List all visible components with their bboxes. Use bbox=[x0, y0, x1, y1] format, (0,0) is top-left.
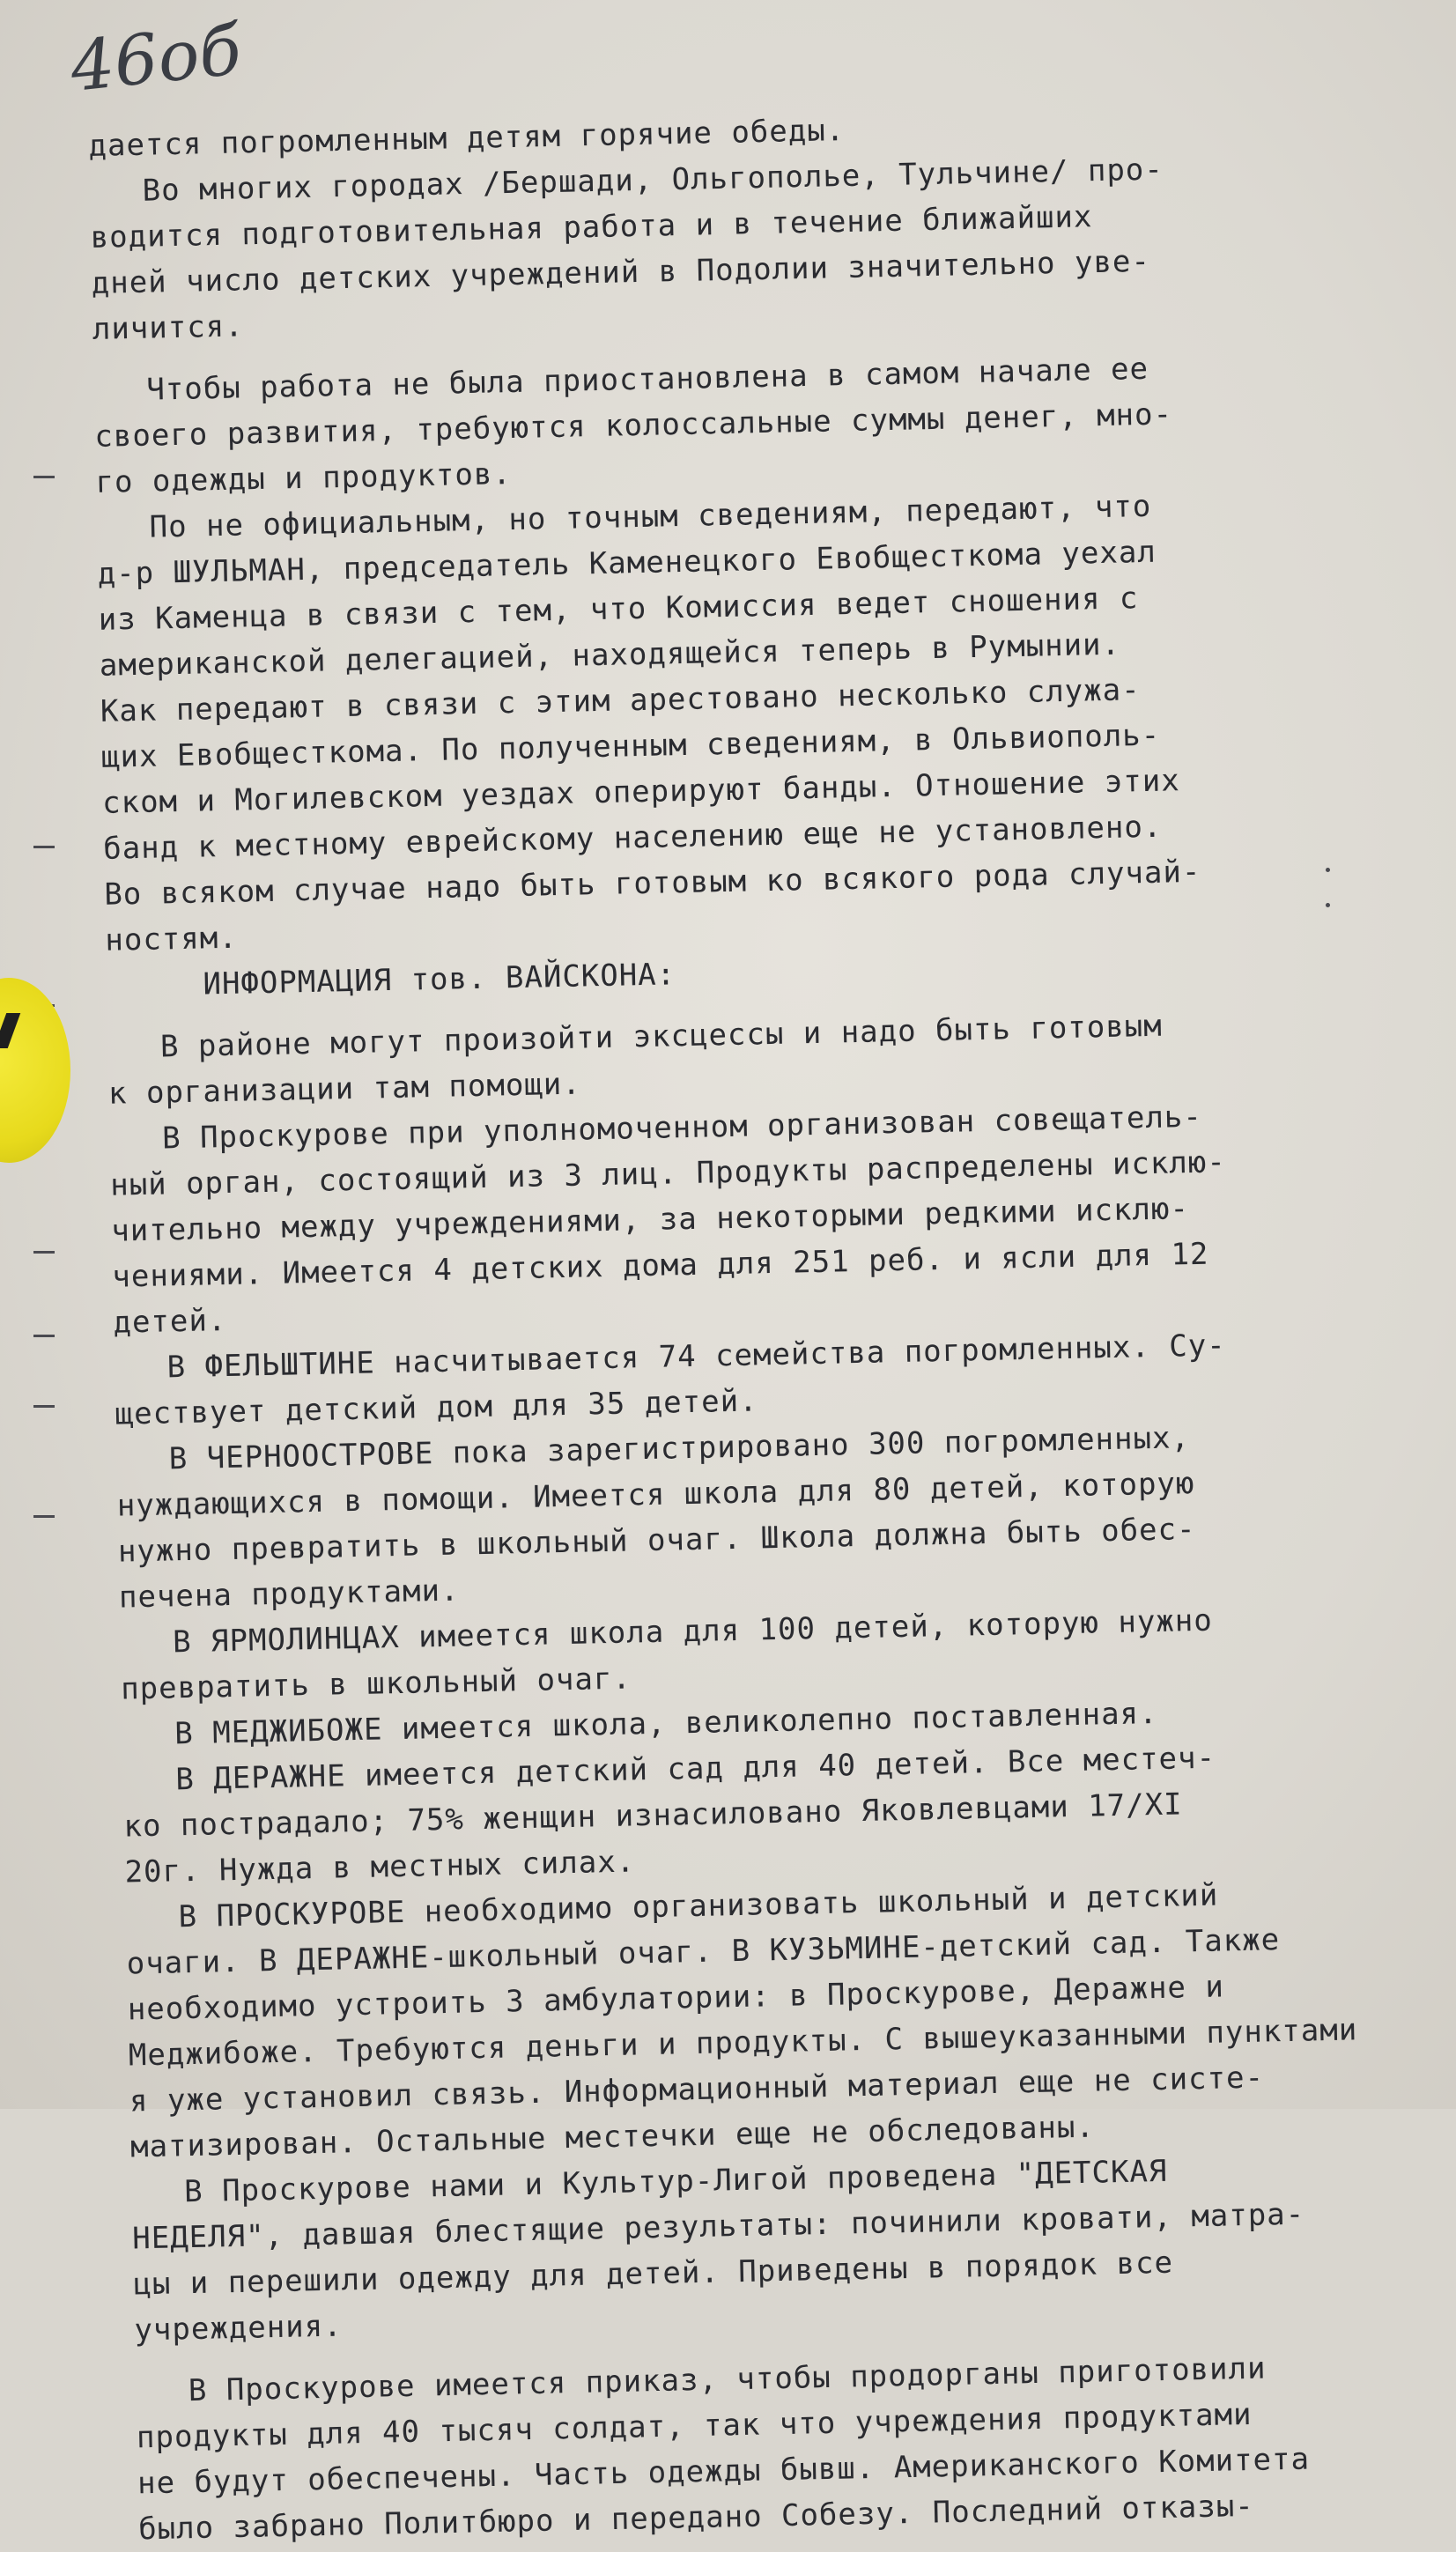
text-line: учреждения. bbox=[134, 2308, 344, 2349]
text-line: я уже установил связь. Информационный материал еще не систе- bbox=[129, 2060, 1265, 2119]
text-line: ностям. bbox=[105, 920, 239, 958]
text-line: В ФЕЛЬШТИНЕ насчитывается 74 семейства погромленных. Су- bbox=[166, 1328, 1227, 1386]
text-line: своего развития, требуются колоссальные суммы денег, мно- bbox=[94, 396, 1173, 455]
text-line: По не официальным, но точным сведениям, передают, что bbox=[149, 488, 1152, 545]
text-line: необходимо устроить 3 амбулатории: в Проскурове, Деражне и bbox=[127, 1969, 1225, 2028]
text-line: Как передают в связи с этим арестовано несколько служа- bbox=[100, 672, 1141, 729]
text-line: Меджибоже. Требуются деньги и продукты. С вышеуказанными пунктами bbox=[128, 2012, 1358, 2074]
text-line: американской делегацией, находящейся теперь в Румынии. bbox=[99, 626, 1121, 684]
text-line: Во многих городах /Бершади, Ольгополье, Тульчине/ про- bbox=[142, 152, 1164, 209]
typewritten-text bbox=[88, 98, 1371, 2552]
text-line: НЕДЕЛЯ", давшая блестящие результаты: починили кровати, матра- bbox=[131, 2196, 1305, 2257]
text-line: нужно превратить в школьный очаг. Школа должна быть обес- bbox=[117, 1512, 1196, 1570]
margin-dash bbox=[33, 1335, 55, 1337]
text-line: было забрано Политбюро и передано Собезу. Последний отказы- bbox=[137, 2488, 1255, 2548]
text-line: щих Евобщесткома. По полученным сведениям, в Ольвиополь- bbox=[100, 717, 1161, 775]
text-line: дается погромленным детям горячие обеды. bbox=[88, 113, 846, 164]
margin-dot bbox=[1326, 903, 1330, 907]
margin-dash bbox=[33, 1515, 55, 1518]
text-line: водится подготовительная работа и в течение ближайших bbox=[90, 199, 1093, 255]
text-line: цы и перешили одежду для детей. Приведены в порядок все bbox=[132, 2245, 1174, 2303]
text-line: ко пострадало; 75% женщин изнасиловано Яковлевцами 17/XI bbox=[123, 1786, 1183, 1845]
yellow-sticker bbox=[0, 978, 70, 1163]
text-line: печена продуктами. bbox=[118, 1572, 460, 1616]
text-line: из Каменца в связи с тем, что Комиссия ведет сношения с bbox=[98, 581, 1139, 638]
text-line: превратить в школьный очаг. bbox=[120, 1661, 632, 1707]
text-line: В районе могут произойти эксцессы и надо быть готовым bbox=[159, 1008, 1164, 1065]
folio-number: 46об bbox=[66, 11, 246, 107]
text-line: В Проскурове имеется приказ, чтобы продорганы приготовили bbox=[188, 2350, 1267, 2409]
text-line: ИНФОРМАЦИЯ тов. ВАЙСКОНА: bbox=[203, 957, 676, 1002]
margin-dash bbox=[33, 476, 55, 478]
text-line: чениями. Имеется 4 детских дома для 251 реб. и ясли для 12 bbox=[112, 1236, 1209, 1295]
text-line: 20г. Нужда в местных силах. bbox=[124, 1844, 636, 1890]
text-line: д-р ШУЛЬМАН, председатель Каменецкого Евобщесткома уехал bbox=[97, 534, 1157, 592]
text-line: ществует детский дом для 35 детей. bbox=[115, 1383, 758, 1432]
text-line: Во всяком случае надо быть готовым ко всякого рода случай- bbox=[103, 854, 1201, 913]
text-line: продукты для 40 тысяч солдат, так что учреждения продуктами bbox=[136, 2396, 1253, 2456]
text-line: В Проскурове нами и Культур-Лигой проведена "ДЕТСКАЯ bbox=[183, 2153, 1168, 2210]
text-line: В Проскурове при уполномоченном организован совещатель- bbox=[161, 1098, 1203, 1157]
text-line: дней число детских учреждений в Подолии значительно уве- bbox=[91, 243, 1151, 301]
text-line: В ЧЕРНООСТРОВЕ пока зарегистрировано 300 погромленных, bbox=[168, 1420, 1191, 1477]
text-line: В ЯРМОЛИНЦАХ имеется школа для 100 детей, которую нужно bbox=[172, 1602, 1214, 1661]
text-line: ском и Могилевском уездах оперируют банды. Отношение этих bbox=[101, 763, 1181, 821]
text-line: нуждающихся в помощи. Имеется школа для 80 детей, которую bbox=[116, 1466, 1195, 1524]
text-line: банд к местному еврейскому населению еще не установлено. bbox=[102, 809, 1163, 867]
text-line: В ДЕРАЖНЕ имеется детский сад для 40 детей. Все местеч- bbox=[174, 1740, 1216, 1798]
text-line: не будут обеспечены. Часть одежды бывш. Американского Комитета bbox=[137, 2441, 1311, 2502]
margin-dash bbox=[33, 846, 55, 848]
text-line: матизирован. Остальные местечки еще не обследованы. bbox=[129, 2109, 1096, 2165]
text-line: детей. bbox=[113, 1303, 227, 1341]
text-line: чительно между учреждениями, за некоторыми редкими исклю- bbox=[110, 1191, 1190, 1249]
text-line: личится. bbox=[92, 308, 245, 347]
text-line: к организации там помощи. bbox=[107, 1066, 582, 1112]
text-line: Чтобы работа не была приостановлена в самом начале ее bbox=[145, 351, 1149, 408]
margin-dash bbox=[33, 1251, 55, 1254]
margin-dot bbox=[1326, 868, 1330, 872]
text-line: В МЕДЖИБОЖЕ имеется школа, великолепно поставленная. bbox=[174, 1695, 1158, 1752]
text-line: ный орган, состоящий из 3 лиц. Продукты распределены исклю- bbox=[109, 1144, 1227, 1203]
text-line: В ПРОСКУРОВЕ необходимо организовать школьный и детский bbox=[178, 1877, 1219, 1935]
text-line: го одежды и продуктов. bbox=[95, 456, 513, 500]
text-line: очаги. В ДЕРАЖНЕ-школьный очаг. В КУЗЬМИНЕ-детский сад. Также bbox=[126, 1922, 1281, 1982]
margin-dash bbox=[33, 1405, 55, 1408]
